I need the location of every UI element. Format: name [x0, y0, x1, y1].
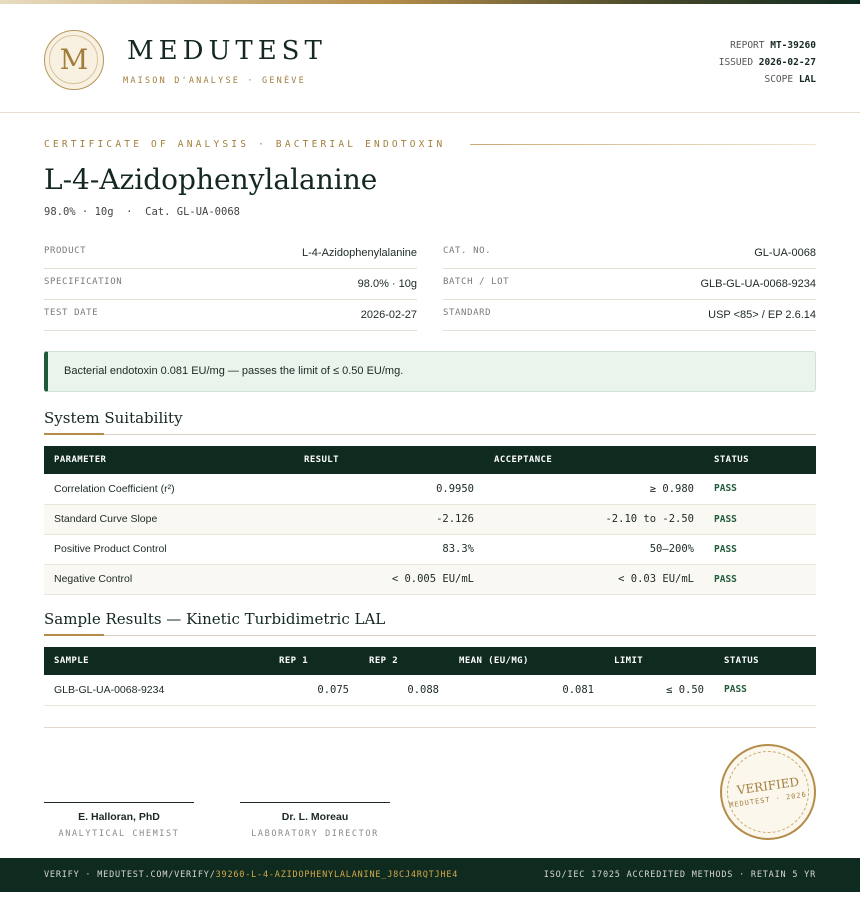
brand-tagline: MAISON D'ANALYSE · GENÈVE [123, 76, 306, 86]
info-row-batch-lot: BATCH / LOT GLB-GL-UA-0068-9234 [443, 269, 816, 300]
table-header-row: PARAMETER RESULT ACCEPTANCE STATUS [44, 446, 816, 474]
header-divider [0, 112, 860, 113]
verify-link[interactable]: VERIFY · MEDUTEST.COM/VERIFY/39260-L-4-AZIDOPHENYLALANINE_J8CJ4RQTJHE4 [44, 870, 459, 880]
product-subtitle: 98.0% · 10g · Cat. GL-UA-0068 [44, 206, 240, 218]
signature-laboratory-director [240, 802, 390, 839]
samples-section-header [44, 609, 816, 636]
suitability-section-header [44, 408, 816, 435]
info-row-product: PRODUCT L-4-Azidophenylalanine [44, 238, 417, 269]
report-meta [719, 37, 816, 88]
info-row-specification: SPECIFICATION 98.0% · 10g [44, 269, 417, 300]
suitability-heading: System Suitability [44, 409, 183, 427]
info-grid-left [44, 238, 417, 331]
accreditation-note: ISO/IEC 17025 ACCREDITED METHODS · RETAIN 5 YR [543, 870, 816, 880]
meta-issued: ISSUED 2026-02-27 [718, 57, 816, 68]
signer-name: E. Halloran, PhD [78, 811, 160, 823]
table-row: Standard Curve Slope -2.126 -2.10 to -2.50 PASS [44, 504, 816, 534]
meta-scope: SCOPE LAL [764, 74, 816, 85]
seal-subtext: MEDUTEST · 2026 [728, 790, 808, 810]
result-banner [44, 351, 816, 392]
signer-role: ANALYTICAL CHEMIST [58, 829, 180, 839]
signer-name: Dr. L. Moreau [281, 811, 349, 823]
certificate-kicker: CERTIFICATE OF ANALYSIS · BACTERIAL ENDOTOXIN [44, 139, 446, 150]
kicker-rule [470, 144, 816, 145]
info-grid-right [443, 238, 816, 331]
verified-seal [720, 744, 816, 840]
status-badge: PASS [714, 675, 816, 705]
signer-role: LABORATORY DIRECTOR [251, 829, 379, 839]
status-badge: PASS [704, 534, 816, 564]
suitability-table [44, 446, 816, 595]
brand-name: MEDUTEST [127, 36, 327, 66]
info-row-cat-no: CAT. NO. GL-UA-0068 [443, 238, 816, 269]
info-row-standard: STANDARD USP <85> / EP 2.6.14 [443, 300, 816, 331]
seal-text: VERIFIED [736, 774, 800, 798]
signature-analytical-chemist [44, 802, 194, 839]
footer-bar [0, 858, 860, 892]
status-badge: PASS [704, 564, 816, 594]
table-row: GLB-GL-UA-0068-9234 0.075 0.088 0.081 ≤ 0.50 PASS [44, 675, 816, 705]
info-row-test-date: TEST DATE 2026-02-27 [44, 300, 417, 331]
logo-letter: M [59, 43, 89, 76]
page-title: L-4-Azidophenylalanine [44, 163, 378, 196]
meta-report: REPORT MT-39260 [730, 40, 816, 51]
status-badge: PASS [704, 474, 816, 504]
result-banner-text: Bacterial endotoxin 0.081 EU/mg — passes the limit of ≤ 0.50 EU/mg. [64, 365, 404, 377]
signature-divider [44, 727, 816, 728]
brand-logo [44, 30, 104, 90]
samples-table [44, 647, 816, 706]
table-header-row: SAMPLE REP 1 REP 2 MEAN (EU/MG) LIMIT STATUS [44, 647, 816, 675]
table-row: Correlation Coefficient (r²) 0.9950 ≥ 0.980 PASS [44, 474, 816, 504]
table-row: Negative Control < 0.005 EU/mL < 0.03 EU/mL PASS [44, 564, 816, 594]
status-badge: PASS [704, 504, 816, 534]
table-row: Positive Product Control 83.3% 50–200% PASS [44, 534, 816, 564]
page-bottom [0, 892, 860, 923]
top-accent-bar [0, 0, 860, 4]
samples-heading: Sample Results — Kinetic Turbidimetric LAL [44, 610, 386, 628]
